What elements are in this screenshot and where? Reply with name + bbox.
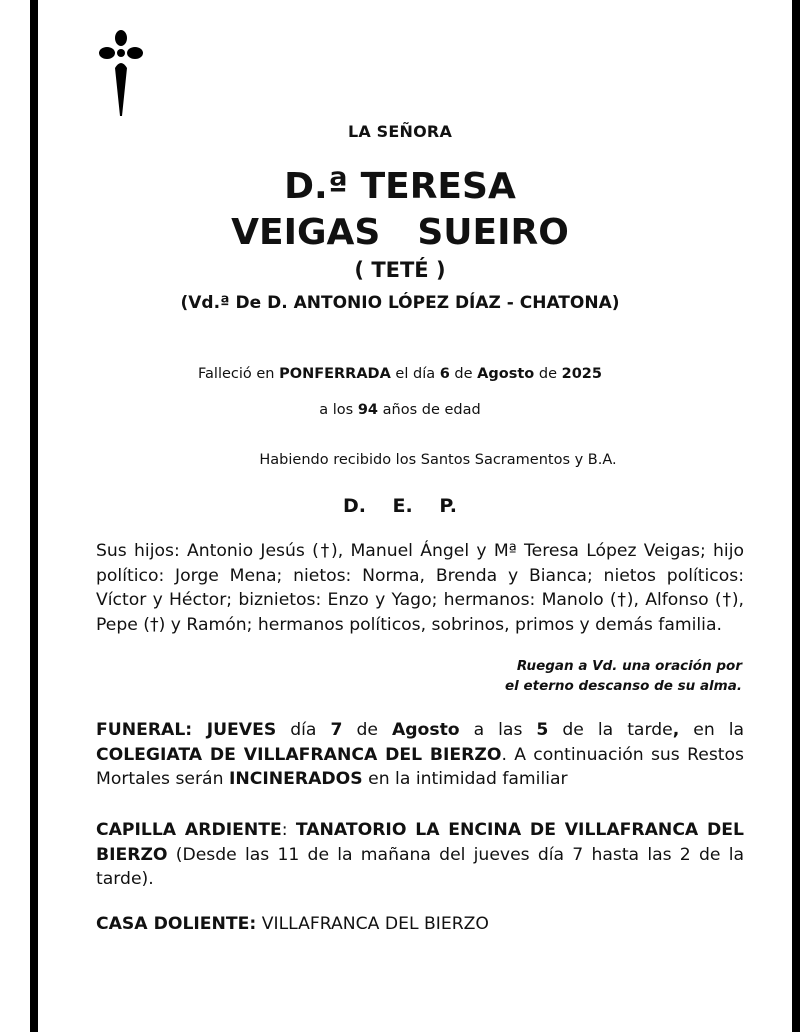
funeral-info [96,718,744,792]
text: el día [390,366,440,382]
text: de [342,720,392,740]
funeral-month: Agosto [391,720,460,740]
dep: D. E. P. [342,495,458,517]
capilla-ardiente-info [96,818,744,892]
text: a los [319,402,358,418]
nickname: ( TETÉ ) [354,258,446,282]
text: en la intimidad familiar [362,769,568,790]
text: de la tarde [548,720,673,740]
incinerados: INCINERADOS [228,769,363,790]
prayer-line1: Ruegan a Vd. una oración por [516,658,742,674]
sacraments: Habiendo recibido los Santos Sacramentos y B.A. [259,452,617,468]
text: : [281,820,296,840]
age-info [0,402,800,418]
title: LA SEÑORA [347,122,453,141]
text: a las [459,720,537,740]
text: Falleció en [198,366,280,382]
text: de [534,366,562,382]
death-day: 6 [439,366,450,382]
cross-of-santiago-icon [98,28,144,120]
casa-value: VILLAFRANCA DEL BIERZO [256,914,489,934]
capilla-place: TANATORIO LA ENCINA DE VILLAFRANCA DEL BIERZO [96,820,744,865]
text: de [449,366,478,382]
funeral-place: COLEGIATA DE VILLAFRANCA DEL BIERZO [96,744,502,765]
widow-of: (Vd.ª De D. ANTONIO LÓPEZ DÍAZ - CHATONA) [180,293,620,313]
text: . A continuación sus Restos Mortales serán [96,744,744,790]
death-year: 2025 [561,366,602,382]
age-value: 94 [357,402,379,418]
funeral-hour: 5 [536,720,549,740]
death-month: Agosto [477,366,535,382]
text: , [672,720,680,740]
text: años de edad [378,402,481,418]
family-list: Sus hijos: Antonio Jesús (†), Manuel Ángel y Mª Teresa López Veigas; hijo político: Jorge Mena; nietos: Norma, Brenda y Bianca; nietos políticos: Víctor y Héctor; biznietos: Enzo y Yago; hermanos: Manolo (†), Alfonso (†), Pepe (†) y Ramón; hermanos políticos, sobrinos, primos y demás familia. [96,541,744,635]
capilla-label: CAPILLA ARDIENTE [96,820,282,840]
text: día [276,720,331,740]
capilla-details: (Desde las 11 de la mañana del jueves día 7 hasta las 2 de la tarde). [96,844,744,890]
prayer-request [505,656,742,696]
deceased-name-line2 [0,211,800,255]
funeral-day: 7 [330,720,343,740]
surnames: VEIGAS SUEIRO [231,212,569,253]
text: en la [679,720,745,740]
casa-doliente-info [96,912,744,937]
death-info [0,366,800,382]
death-place: PONFERRADA [279,366,391,382]
deceased-name-line1: D.ª TERESA [284,166,516,207]
prayer-line2: el eterno descanso de su alma. [505,678,742,694]
funeral-label: FUNERAL: JUEVES [96,720,277,740]
casa-label: CASA DOLIENTE: [96,914,257,934]
